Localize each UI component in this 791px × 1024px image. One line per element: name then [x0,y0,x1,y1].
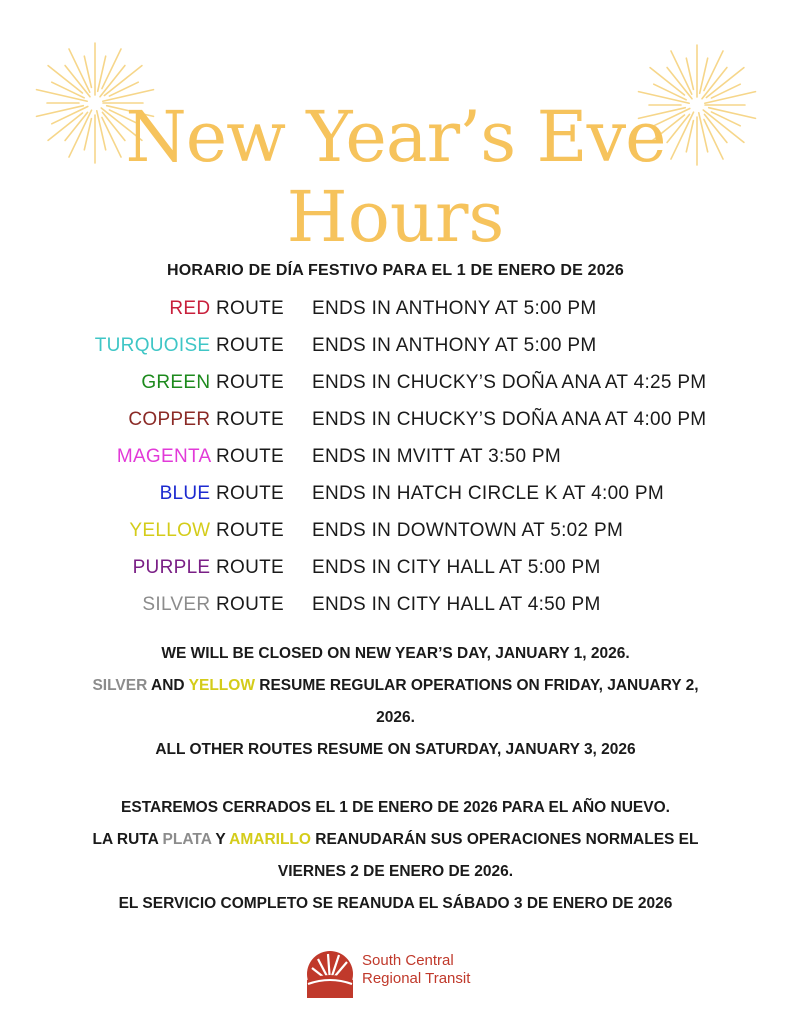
plata-label: PLATA [162,831,212,848]
route-color-name: BLUE [159,483,211,504]
page-title-line1: New Year’s Eve [125,96,666,178]
route-color-name: RED [169,298,211,319]
route-word: ROUTE [216,594,284,615]
route-word: ROUTE [216,483,284,504]
route-name [117,446,284,468]
route-row-red [0,298,791,328]
route-end-time: ENDS IN CITY HALL AT 5:00 PM [312,557,601,578]
route-row-green [0,372,791,402]
logo-sun-icon [306,946,358,1000]
y-text: Y [211,831,230,848]
route-word: ROUTE [216,446,284,467]
resume-notice [0,670,791,702]
route-color-name: GREEN [141,372,211,393]
route-word: ROUTE [216,520,284,541]
page-title-line2: Hours [286,176,505,258]
route-end-time: ENDS IN ANTHONY AT 5:00 PM [312,335,597,356]
route-end-time: ENDS IN DOWNTOWN AT 5:02 PM [312,520,624,541]
route-word: ROUTE [216,409,284,430]
spanish-notice [0,792,791,920]
route-end-time: ENDS IN MVITT AT 3:50 PM [312,446,561,467]
route-word: ROUTE [216,372,284,393]
route-end-time: ENDS IN HATCH CIRCLE K AT 4:00 PM [312,483,664,504]
route-word: ROUTE [216,557,284,578]
route-name [128,409,284,431]
route-color-name: TURQUOISE [94,335,211,356]
route-color-name: YELLOW [129,520,211,541]
route-word: ROUTE [216,298,284,319]
route-row-copper [0,409,791,439]
resume-notice-cont: 2026. [376,709,415,726]
holiday-subtitle: HORARIO DE DÍA FESTIVO PARA EL 1 DE ENERO DE 2026 [166,262,624,279]
route-name [129,520,284,542]
route-row-magenta [0,446,791,476]
route-color-name: COPPER [128,409,211,430]
route-row-turquoise [0,335,791,365]
route-end-time: ENDS IN CHUCKY’S DOÑA ANA AT 4:00 PM [312,409,707,430]
route-color-name: SILVER [142,594,211,615]
route-end-time: ENDS IN CHUCKY’S DOÑA ANA AT 4:25 PM [312,372,707,393]
closed-notice: WE WILL BE CLOSED ON NEW YEAR’S DAY, JANUARY 1, 2026. [161,645,630,662]
other-routes-notice: ALL OTHER ROUTES RESUME ON SATURDAY, JANUARY 3, 2026 [155,741,636,758]
route-end-time: ENDS IN ANTHONY AT 5:00 PM [312,298,597,319]
route-row-yellow [0,520,791,550]
sunrt-logo [306,946,496,1000]
resume-notice-es [0,824,791,856]
silver-label: SILVER [92,677,148,694]
route-row-blue [0,483,791,513]
resume-text: RESUME REGULAR OPERATIONS ON FRIDAY, JANUARY 2, [254,677,699,694]
and-text: AND [147,677,189,694]
route-name [142,594,284,616]
logo-line2: Regional Transit [362,970,471,987]
route-name [141,372,284,394]
route-name [95,335,284,357]
amarillo-label: AMARILLO [229,831,311,848]
route-end-time: ENDS IN CITY HALL AT 4:50 PM [312,594,601,615]
english-notice [0,638,791,766]
yellow-label: YELLOW [188,677,255,694]
route-name [133,557,284,579]
route-name [169,298,284,320]
route-color-name: MAGENTA [116,446,211,467]
resume-notice-es-cont: VIERNES 2 DE ENERO DE 2026. [277,863,514,880]
resume-text-es: REANUDARÁN SUS OPERACIONES NORMALES EL [310,831,699,848]
closed-notice-es: ESTAREMOS CERRADOS EL 1 DE ENERO DE 2026 PARA EL AÑO NUEVO. [121,799,670,816]
logo-text [362,952,470,988]
full-service-notice: EL SERVICIO COMPLETO SE REANUDA EL SÁBADO 3 DE ENERO DE 2026 [118,895,673,912]
route-row-purple [0,557,791,587]
logo-line1: South Central [362,952,454,969]
route-name [160,483,284,505]
ruta-text: LA RUTA [92,831,163,848]
route-row-silver [0,594,791,624]
route-color-name: PURPLE [132,557,211,578]
route-word: ROUTE [216,335,284,356]
